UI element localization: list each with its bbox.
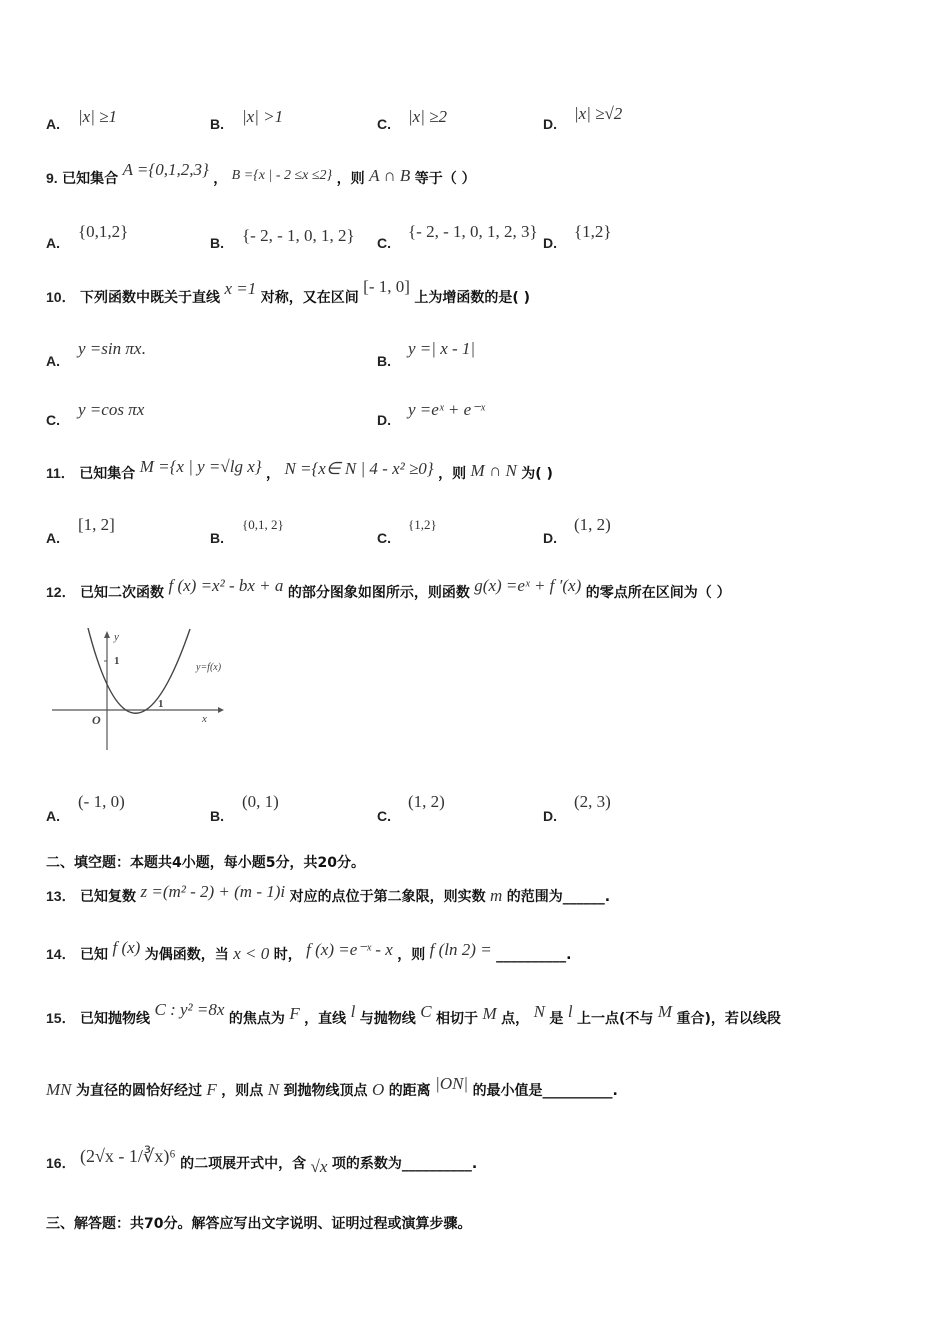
q12-text-1: 已知二次函数 xyxy=(80,585,165,601)
q14-value: f (ln 2) = xyxy=(429,940,492,959)
q15-number: 15． xyxy=(46,1010,76,1026)
q9-option-d-text: {1,2} xyxy=(574,222,612,241)
q15-text-2: 的焦点为 xyxy=(228,1011,285,1027)
q8-option-c-text: |x| ≥2 xyxy=(408,107,447,126)
q8-option-c-label: C. xyxy=(377,116,391,132)
q10-option-a-suffix: . xyxy=(141,339,146,358)
graph-x-one-label: 1 xyxy=(158,698,164,710)
q15-stem-line-1 xyxy=(46,1000,781,1028)
q11-option-a-text: [1, 2] xyxy=(78,515,115,534)
q9-intersection: A ∩ B xyxy=(369,166,411,185)
q15-text-8: 上一点(不与 xyxy=(577,1011,654,1027)
q10-line: x =1 xyxy=(224,279,257,298)
q11-text-4: 为( ) xyxy=(521,466,553,482)
q14-function: f (x) xyxy=(112,938,141,957)
q15-l2-point-n: N xyxy=(267,1080,280,1099)
q12-function-g: g(x) =eˣ + f ′(x) xyxy=(474,576,582,595)
q11-option-b-text: {0,1, 2} xyxy=(242,517,284,532)
q11-number: 11． xyxy=(46,465,75,481)
q9-text-4: 等于（ ） xyxy=(414,171,476,187)
q14-stem xyxy=(46,938,572,964)
q12-option-a-text: (- 1, 0) xyxy=(78,792,125,811)
q15-l2-focus: F xyxy=(206,1080,217,1099)
q9-text-1: 已知集合 xyxy=(62,171,119,187)
q12-parabola-graph xyxy=(50,628,240,758)
q15-stem-line-2 xyxy=(46,1074,618,1100)
graph-y-arrow xyxy=(104,631,110,638)
q9-set-b: B ={x | - 2 ≤x ≤2} xyxy=(231,168,333,183)
q10-option-b-label: B. xyxy=(377,353,391,369)
q8-option-d-text: |x| ≥√2 xyxy=(574,104,623,123)
q15-l2-text-5: 的最小值是__________. xyxy=(472,1083,618,1099)
q10-option-c-label: C. xyxy=(46,412,60,428)
q11-option-a-label: A. xyxy=(46,530,60,546)
graph-curve-label: y=f(x) xyxy=(196,662,222,673)
q12-option-b-text: (0, 1) xyxy=(242,792,279,811)
q10-option-d-text: y =eˣ + e⁻ˣ xyxy=(408,400,485,419)
q15-l2-text-4: 的距离 xyxy=(388,1083,431,1099)
q12-option-c-label: C. xyxy=(377,808,391,824)
q10-option-a-text xyxy=(78,339,146,359)
q11-text-1: 已知集合 xyxy=(79,466,136,482)
q12-option-a-label: A. xyxy=(46,808,60,824)
q13-number: 13． xyxy=(46,888,76,904)
q10-option-a-label: A. xyxy=(46,353,60,369)
q12-stem xyxy=(46,576,731,602)
q12-option-c-text: (1, 2) xyxy=(408,792,445,811)
q15-line-l-2: l xyxy=(567,1002,573,1021)
q15-l2-text-1: 为直径的圆恰好经过 xyxy=(75,1083,202,1099)
q15-line-l: l xyxy=(350,1002,356,1021)
q9-text-3: ，则 xyxy=(336,171,365,187)
q15-distance-on: |ON| xyxy=(435,1074,469,1093)
q14-text-4: ，则 xyxy=(397,947,426,963)
q10-text-1: 下列函数中既关于直线 xyxy=(80,290,221,306)
q11-set-n: N ={x∈ N | 4 - x² ≥0} xyxy=(284,459,434,478)
q11-option-c-label: C. xyxy=(377,530,391,546)
q10-option-a-formula: y =sin πx xyxy=(78,339,142,358)
q10-text-3: 上为增函数的是( ) xyxy=(414,290,531,306)
q16-number: 16． xyxy=(46,1155,76,1171)
q11-option-d-label: D. xyxy=(543,530,557,546)
q10-stem xyxy=(46,277,531,307)
q12-text-2: 的部分图象如图所示，则函数 xyxy=(287,585,470,601)
q15-point-n: N xyxy=(533,1002,545,1021)
q9-set-a: A ={0,1,2,3} xyxy=(122,160,209,179)
q8-option-a-label: A. xyxy=(46,116,60,132)
q14-text-3: 时， xyxy=(273,947,302,963)
q14-number: 14． xyxy=(46,946,76,962)
q14-text-2: 为偶函数，当 xyxy=(144,947,229,963)
q12-option-d-label: D. xyxy=(543,808,557,824)
q15-focus: F xyxy=(289,1004,300,1023)
q15-text-4: 与抛物线 xyxy=(359,1011,416,1027)
q9-option-b-text: {- 2, - 1, 0, 1, 2} xyxy=(242,226,355,245)
q11-option-c-text: {1,2} xyxy=(408,517,437,532)
q10-number: 10． xyxy=(46,289,76,305)
section-2-heading: 二、填空题：本题共4小题，每小题5分，共20分。 xyxy=(46,855,365,871)
q15-text-7: 是 xyxy=(549,1011,564,1027)
q9-option-a-text: {0,1,2} xyxy=(78,222,129,241)
q16-text-1: 的二项展开式中，含 xyxy=(180,1156,307,1172)
q11-text-3: ，则 xyxy=(438,466,467,482)
q16-sqrt-x: √x xyxy=(310,1157,328,1176)
q15-l2-text-2: ，则点 xyxy=(221,1083,264,1099)
graph-y-label: y xyxy=(114,631,119,643)
q8-option-a-text: |x| ≥1 xyxy=(78,107,117,126)
q15-vertex-o: O xyxy=(371,1080,385,1099)
q14-blank: __________. xyxy=(496,947,572,963)
q15-text-6: 点， xyxy=(501,1011,530,1027)
q13-text-2: 对应的点位于第二象限，则实数 xyxy=(289,889,486,905)
q11-text-2: ， xyxy=(266,466,280,482)
q14-condition: x < 0 xyxy=(233,944,270,963)
q9-number: 9. xyxy=(46,170,58,186)
q15-text-1: 已知抛物线 xyxy=(80,1011,151,1027)
graph-x-label: x xyxy=(202,713,207,725)
q9-option-b-label: B. xyxy=(210,235,224,251)
q10-interval: [- 1, 0] xyxy=(363,277,410,296)
q16-stem xyxy=(46,1146,478,1176)
q8-option-d-label: D. xyxy=(543,116,557,132)
q15-curve-c: C xyxy=(420,1002,432,1021)
q15-point-m: M xyxy=(482,1004,497,1023)
graph-curve xyxy=(88,628,190,713)
q9-option-c-text: {- 2, - 1, 0, 1, 2, 3} xyxy=(408,222,538,241)
q15-text-5: 相切于 xyxy=(436,1011,479,1027)
q12-option-d-text: (2, 3) xyxy=(574,792,611,811)
q9-option-d-label: D. xyxy=(543,235,557,251)
q13-complex: z =(m² - 2) + (m - 1)i xyxy=(140,882,286,901)
q13-text-1: 已知复数 xyxy=(80,889,137,905)
q11-option-d-text: (1, 2) xyxy=(574,515,611,534)
q14-text-1: 已知 xyxy=(80,947,109,963)
graph-origin-label: O xyxy=(92,713,101,727)
q9-stem xyxy=(46,160,476,188)
section-3-heading: 三、解答题：共70分。解答应写出文字说明、证明过程或演算步骤。 xyxy=(46,1216,472,1232)
q15-parabola: C : y² =8x xyxy=(154,1000,225,1019)
q8-option-b-text: |x| >1 xyxy=(242,107,284,126)
q14-expression: f (x) =e⁻ˣ - x xyxy=(306,940,393,959)
q12-number: 12． xyxy=(46,584,76,600)
q16-binomial: (2√x - 1/∛x)⁶ xyxy=(80,1146,176,1166)
q13-text-3: 的范围为______. xyxy=(506,889,611,905)
q16-text-2: 项的系数为__________. xyxy=(331,1156,478,1172)
q11-set-m: M ={x | y =√lg x} xyxy=(139,457,262,476)
q10-option-c-text: y =cos πx xyxy=(78,400,145,419)
q9-text-2: ， xyxy=(213,171,228,187)
q11-intersection: M ∩ N xyxy=(470,461,517,480)
q12-function-f: f (x) =x² - bx + a xyxy=(168,576,284,595)
q12-option-b-label: B. xyxy=(210,808,224,824)
q9-option-c-label: C. xyxy=(377,235,391,251)
graph-y-one-label: 1 xyxy=(114,655,120,667)
q15-point-m-2: M xyxy=(657,1002,673,1021)
q15-text-3: ，直线 xyxy=(304,1011,347,1027)
q10-text-2: 对称，又在区间 xyxy=(260,290,359,306)
q11-stem xyxy=(46,457,553,483)
graph-x-arrow xyxy=(218,707,224,713)
q12-text-3: 的零点所在区间为（ ） xyxy=(585,585,731,601)
q15-segment-mn: MN xyxy=(46,1080,72,1099)
q11-option-b-label: B. xyxy=(210,530,224,546)
q15-text-9: 重合)，若以线段 xyxy=(676,1011,781,1027)
q10-option-b-text: y =| x - 1| xyxy=(408,339,476,358)
q9-option-a-label: A. xyxy=(46,235,60,251)
q13-stem xyxy=(46,882,611,906)
q13-variable-m: m xyxy=(490,886,503,905)
q15-l2-text-3: 到抛物线顶点 xyxy=(283,1083,368,1099)
q10-option-d-label: D. xyxy=(377,412,391,428)
q8-option-b-label: B. xyxy=(210,116,224,132)
